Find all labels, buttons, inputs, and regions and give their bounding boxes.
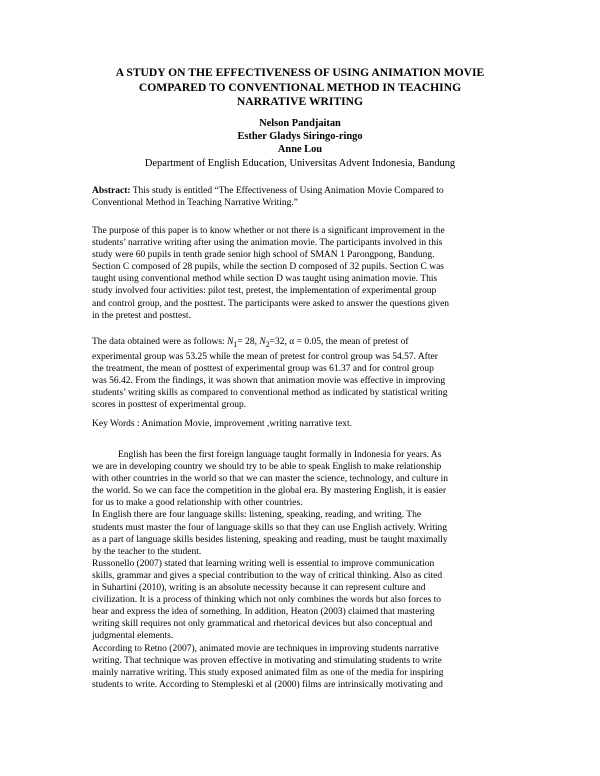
title-line: A STUDY ON THE EFFECTIVENESS OF USING ANIMATION MOVIE xyxy=(115,66,485,79)
body-line: mainly narrative writing. This study exposed animated film as one of the media for inspiring xyxy=(92,667,444,678)
paragraph-line: the treatment, the mean of posttest of experimental group was 61.37 and for control group xyxy=(92,364,434,375)
abstract-paragraph-data xyxy=(92,336,512,411)
paper-title xyxy=(60,66,540,110)
title-line: COMPARED TO CONVENTIONAL METHOD IN TEACHING xyxy=(138,80,462,94)
body-line: in Suhartini (2010), writing is an absolute necessity because it can represent culture and xyxy=(92,583,426,594)
abstract xyxy=(92,185,512,209)
body-line: the world. So we can face the competition in the global era. By mastering English, it is easier xyxy=(92,486,447,497)
paragraph-line: The purpose of this paper is to know whether or not there is a significant improvement in the xyxy=(92,226,445,236)
body-line: judgmental elements. xyxy=(92,631,174,642)
abstract-text: This study is entitled “The Effectiveness of Using Animation Movie Compared to xyxy=(130,186,444,196)
paragraph-line: study involved four activities: pilot test, pretest, the implementation of experimental group xyxy=(92,286,437,297)
paragraph-line: in the pretest and posttest. xyxy=(92,310,191,321)
body-line: Russonello (2007) stated that learning writing well is essential to improve communication xyxy=(92,558,435,569)
paragraph-line: Section C composed of 28 pupils, while the section D composed of 32 pupils. Section C was xyxy=(92,262,444,273)
body-line: writing. That technique was proven effective in motivating and stimulating students to write xyxy=(92,655,442,666)
body-line: students must master the four of language skills so that they can use English actively. Writing xyxy=(92,522,448,533)
data-text: The data obtained were as follows: xyxy=(92,337,228,347)
body-line: skills, grammar and gives a special contribution to the way of critical thinking. Also as cited xyxy=(92,570,443,581)
body-line: with other countries in the world so that we can master the science, technology, and culture in xyxy=(92,474,449,485)
body-line: by the teacher to the student. xyxy=(92,546,202,557)
paragraph-line: students’ writing skills as compared to conventional method as indicated by statistical writing xyxy=(92,388,448,399)
abstract-label: Abstract: xyxy=(92,186,131,196)
n1-subscript: 1 xyxy=(233,339,238,349)
body-line: According to Retno (2007), animated movie are techniques in improving students narrative xyxy=(92,643,439,654)
body-line: civilization. It is a process of thinking which not only combines the words but also forces to xyxy=(92,595,442,606)
keywords xyxy=(92,418,512,430)
n2-subscript: 2 xyxy=(265,339,270,349)
title-line: NARRATIVE WRITING xyxy=(236,95,364,108)
affiliation: Department of English Education, Universitas Advent Indonesia, Bandung xyxy=(144,157,456,169)
body-line: students to write. According to Stempleski et al (2000) films are intrinsically motivating and xyxy=(92,679,443,690)
author-block xyxy=(60,117,540,170)
paragraph-line: scores in posttest of experimental group. xyxy=(92,400,247,411)
paragraph-line: taught using conventional method while section D was taught using animation movie. This xyxy=(92,274,438,285)
n1-symbol: N xyxy=(227,337,234,347)
body-line: as a part of language skills besides listening, speaking and reading, must be taught maximally xyxy=(92,534,448,545)
author-name: Nelson Pandjaitan xyxy=(259,118,341,129)
author-name: Esther Gladys Siringo-ringo xyxy=(237,131,363,143)
body-line: for us to make a good relationship with other countries. xyxy=(92,498,303,509)
abstract-line xyxy=(92,185,512,197)
body-line: bear and express the idea of something. In addition, Heaton (2003) claimed that mastering xyxy=(92,607,435,618)
paragraph-line: experimental group was 53.25 while the mean of pretest for control group was 54.57. After xyxy=(92,351,438,362)
data-text: = 28, xyxy=(237,337,260,347)
body-line: English has been the first foreign language taught formally in Indonesia for years. As xyxy=(118,450,442,460)
data-text: =32, α = 0.05, the mean of pretest of xyxy=(269,337,409,347)
body-text xyxy=(92,449,512,691)
body-line: writing skill requires not only grammatical and rhetorical devices but also conceptual and xyxy=(92,619,433,630)
author-name: Anne Lou xyxy=(277,144,323,156)
paragraph-line: study were 60 pupils in tenth grade senior high school of SMAN 1 Parongpong, Bandung. xyxy=(92,250,435,261)
paragraph-line: students’ narrative writing after using the animation movie. The participants involved in this xyxy=(92,238,443,249)
abstract-paragraph-purpose xyxy=(92,225,512,322)
paragraph-line xyxy=(92,336,512,351)
abstract-line: Conventional Method in Teaching Narrative Writing.” xyxy=(92,198,298,209)
n2-symbol: N xyxy=(259,337,266,347)
keywords-line: Key Words : Animation Movie, improvement ,writing narrative text. xyxy=(92,419,352,429)
body-line: we are in developing country we should try to be able to speak English to make relationship xyxy=(92,462,442,473)
paragraph-line: was 56.42. From the findings, it was shown that animation movie was effective in improving xyxy=(92,376,446,387)
body-line: In English there are four language skills: listening, speaking, reading, and writing. The xyxy=(92,510,422,521)
paragraph-line: and control group, and the posttest. The participants were asked to answer the questions given xyxy=(92,298,450,309)
